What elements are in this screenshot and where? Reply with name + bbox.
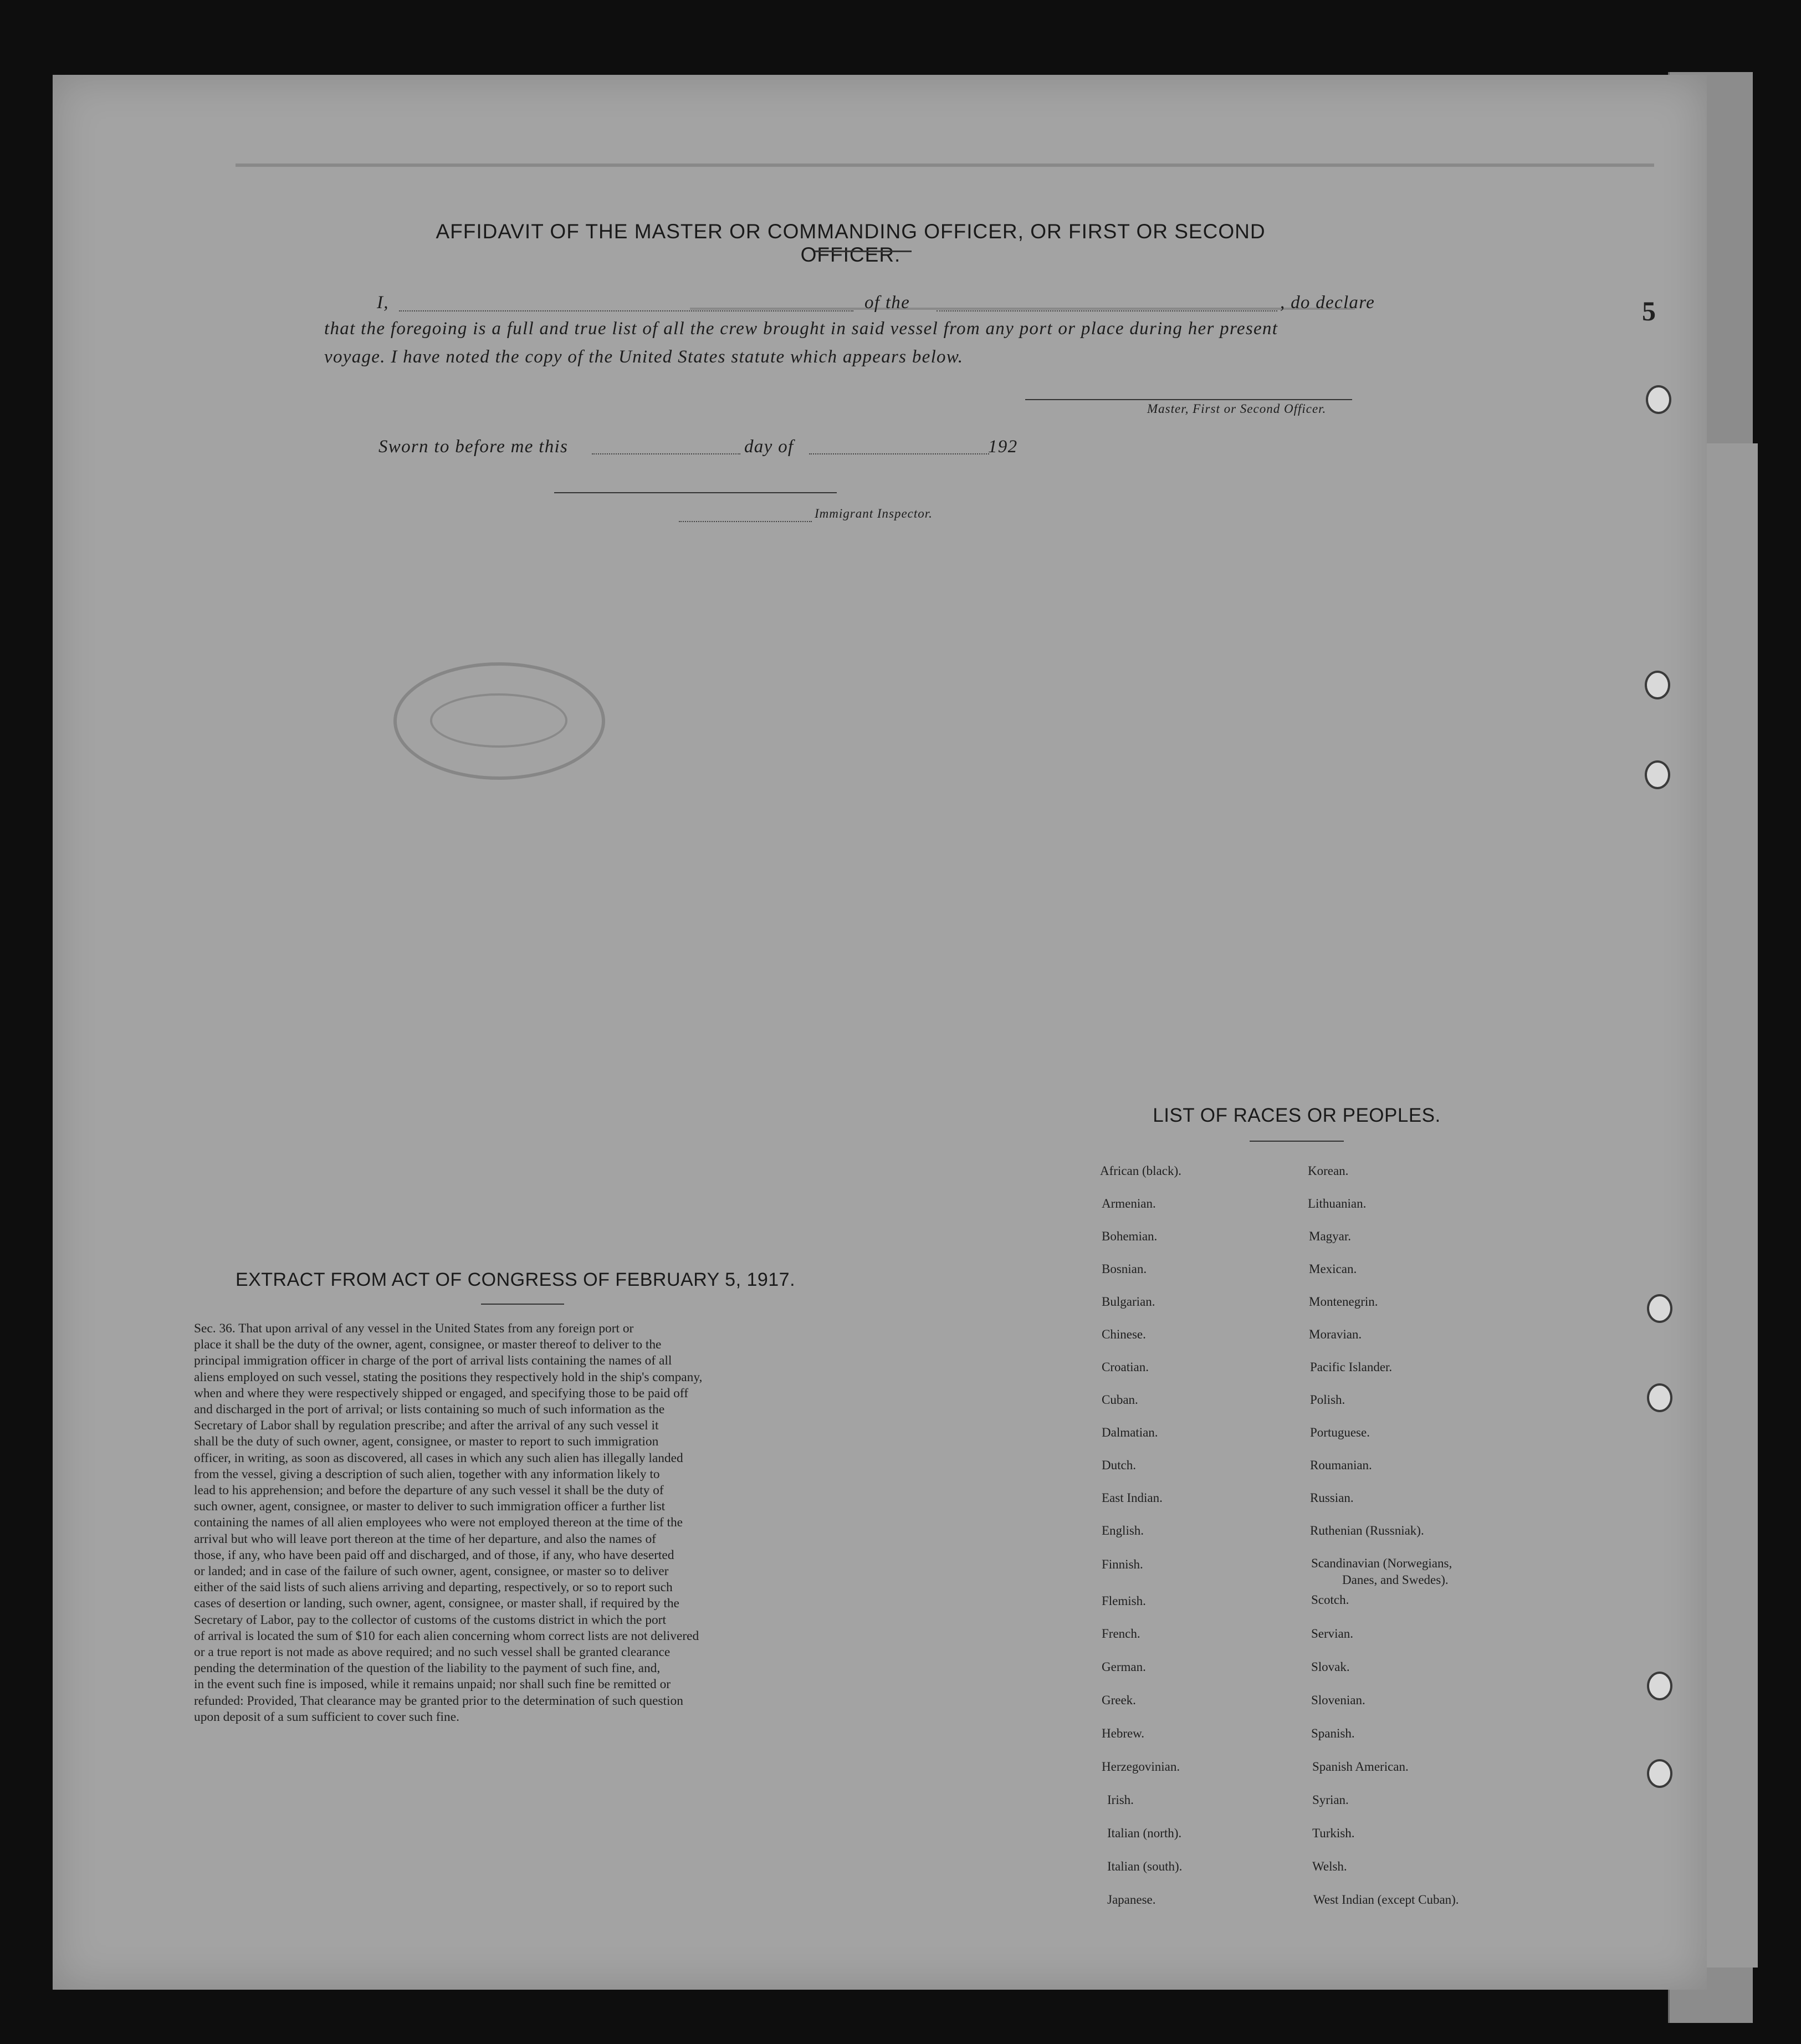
affidavit-title-rule	[815, 251, 912, 252]
race-item: Italian (south).	[1107, 1859, 1183, 1873]
extract-line: and discharged in the port of arrival; or lists containing so much of such information as the	[194, 1402, 665, 1417]
day-of-label: day of	[744, 437, 794, 457]
race-item: Magyar.	[1309, 1229, 1352, 1243]
extract-line: when and where they were respectively shipped or engaged, and specifying those to be paid off	[194, 1386, 689, 1401]
race-item: East Indian.	[1102, 1491, 1163, 1505]
race-item: Bulgarian.	[1102, 1295, 1155, 1309]
punch-hole	[1647, 1759, 1672, 1788]
name-blank	[399, 310, 853, 311]
extract-line: pending the determination of the question of the liability to the payment of such fine, and,	[194, 1661, 661, 1676]
page-number: 5	[1642, 295, 1656, 326]
race-item: Italian (north).	[1107, 1826, 1182, 1840]
race-item: Scandinavian (Norwegians,	[1311, 1556, 1452, 1570]
race-item: Cuban.	[1102, 1393, 1138, 1407]
race-item: Roumanian.	[1310, 1458, 1372, 1472]
affidavit-do-declare: , do declare	[1280, 293, 1375, 313]
race-item: Dutch.	[1102, 1458, 1136, 1472]
race-item: Bosnian.	[1102, 1262, 1147, 1276]
race-item: Hebrew.	[1102, 1726, 1145, 1740]
extract-line: refunded: Provided, That clearance may be granted prior to the determination of such question	[194, 1693, 683, 1708]
race-item: Scotch.	[1311, 1593, 1349, 1607]
affidavit-statement-line-2: that the foregoing is a full and true list of all the crew brought in said vessel from any port or place during her present	[324, 319, 1278, 339]
extract-line: Secretary of Labor, pay to the collector of customs of the customs district in which the port	[194, 1612, 666, 1627]
punch-hole	[1647, 1672, 1672, 1700]
race-item: Welsh.	[1312, 1859, 1347, 1873]
extract-line: or landed; and in case of the failure of such owner, agent, consignee, or master so to deliver	[194, 1564, 669, 1579]
race-item: Japanese.	[1107, 1893, 1156, 1907]
affidavit-title: AFFIDAVIT OF THE MASTER OR COMMANDING OFFICER, OR FIRST OR SECOND OFFICER.	[436, 220, 1266, 266]
race-item: Slovenian.	[1311, 1693, 1365, 1707]
race-item: West Indian (except Cuban).	[1313, 1893, 1459, 1907]
race-item: Spanish.	[1311, 1726, 1355, 1740]
race-item: Armenian.	[1102, 1197, 1156, 1210]
races-title-rule	[1250, 1141, 1344, 1142]
race-item: Polish.	[1310, 1393, 1345, 1407]
race-item: English.	[1102, 1524, 1144, 1537]
race-item: Herzegovinian.	[1102, 1760, 1180, 1774]
signature-label: Master, First or Second Officer.	[1147, 402, 1327, 416]
extract-title: EXTRACT FROM ACT OF CONGRESS OF FEBRUARY 5, 1917.	[235, 1269, 796, 1290]
race-item: Korean.	[1308, 1164, 1349, 1178]
sworn-day-blank	[592, 453, 740, 454]
punch-hole	[1647, 1383, 1672, 1412]
extract-line: containing the names of all alien employees who were not employed thereon at the time of the	[194, 1515, 683, 1530]
faded-stamp	[393, 662, 605, 780]
extract-line: cases of desertion or landing, such owner, agent, consignee, or master shall, if required by the	[194, 1596, 679, 1611]
sworn-label: Sworn to before me this	[378, 437, 569, 457]
extract-line: place it shall be the duty of the owner, agent, consignee, or master thereof to deliver to the	[194, 1337, 662, 1352]
extract-line: arrival but who will leave port thereon at the time of her departure, and also the names of	[194, 1531, 656, 1546]
year-prefix: 192	[988, 437, 1018, 457]
inspector-signature-line	[554, 492, 837, 493]
vessel-blank	[937, 310, 1277, 311]
inspector-dotted	[679, 521, 812, 522]
race-item: Irish.	[1107, 1793, 1134, 1807]
race-item: Finnish.	[1102, 1557, 1143, 1571]
race-item: Dalmatian.	[1102, 1425, 1158, 1439]
race-item: Bohemian.	[1102, 1229, 1158, 1243]
race-item: Slovak.	[1311, 1660, 1350, 1674]
affidavit-statement-line-3: voyage. I have noted the copy of the United States statute which appears below.	[324, 347, 964, 367]
race-item: Danes, and Swedes).	[1342, 1573, 1449, 1587]
extract-body	[194, 1321, 837, 1725]
race-item: Russian.	[1310, 1491, 1354, 1505]
sworn-month-blank	[809, 453, 989, 454]
signature-line	[1025, 399, 1352, 400]
race-item: Croatian.	[1102, 1360, 1149, 1374]
race-item: Chinese.	[1102, 1327, 1146, 1341]
extract-line: Sec. 36. That upon arrival of any vessel in the United States from any foreign port or	[194, 1321, 634, 1336]
race-item: African (black).	[1100, 1164, 1181, 1178]
race-item: Pacific Islander.	[1310, 1360, 1393, 1374]
race-item: Lithuanian.	[1308, 1197, 1367, 1210]
extract-line: in the event such fine is imposed, while it remains unpaid; nor shall such fine be remitted or	[194, 1677, 671, 1692]
affidavit-of-the: of the	[864, 293, 910, 313]
race-item: Ruthenian (Russniak).	[1310, 1524, 1424, 1537]
extract-line: from the vessel, giving a description of such alien, together with any information likely to	[194, 1466, 660, 1481]
races-title: LIST OF RACES OR PEOPLES.	[1153, 1105, 1441, 1126]
extract-line: principal immigration officer in charge of the port of arrival lists containing the names of all	[194, 1353, 672, 1368]
bleed-through-heading	[236, 163, 1654, 173]
extract-line: those, if any, who have been paid off and discharged, and of those, if any, who have deserted	[194, 1547, 674, 1562]
race-item: Portuguese.	[1310, 1425, 1370, 1439]
extract-line: upon deposit of a sum sufficient to cover such fine.	[194, 1709, 459, 1724]
affidavit-i: I,	[377, 293, 389, 313]
punch-hole	[1645, 671, 1670, 699]
punch-hole	[1646, 385, 1671, 414]
inspector-label: Immigrant Inspector.	[815, 507, 933, 520]
race-item: French.	[1102, 1627, 1140, 1641]
race-item: Spanish American.	[1312, 1760, 1409, 1774]
race-item: Syrian.	[1312, 1793, 1349, 1807]
extract-line: Secretary of Labor shall by regulation prescribe; and after the arrival of any such vessel it	[194, 1418, 659, 1433]
extract-line: of arrival is located the sum of $10 for each alien concerning whom correct lists are not delivered	[194, 1628, 699, 1643]
race-item: Greek.	[1102, 1693, 1136, 1707]
race-item: Moravian.	[1309, 1327, 1362, 1341]
extract-title-rule	[481, 1304, 564, 1305]
extract-line: officer, in writing, as soon as discovered, all cases in which any such alien has illegally landed	[194, 1450, 683, 1465]
race-item: German.	[1102, 1660, 1146, 1674]
extract-line: such owner, agent, consignee, or master to deliver to such immigration officer a further list	[194, 1499, 666, 1514]
punch-hole	[1645, 760, 1670, 789]
race-item: Flemish.	[1102, 1594, 1146, 1608]
punch-hole	[1647, 1294, 1672, 1323]
extract-line: lead to his apprehension; and before the departure of any such vessel it shall be the duty of	[194, 1483, 664, 1498]
race-item: Turkish.	[1312, 1826, 1355, 1840]
extract-line: shall be the duty of such owner, agent, consignee, or master to report to such immigration	[194, 1434, 659, 1449]
race-item: Montenegrin.	[1309, 1295, 1378, 1309]
race-item: Servian.	[1311, 1627, 1354, 1641]
race-item: Mexican.	[1309, 1262, 1357, 1276]
extract-line: aliens employed on such vessel, stating the positions they respectively hold in the ship's company,	[194, 1370, 703, 1384]
extract-line: or a true report is not made as above required; and no such vessel shall be granted clearance	[194, 1645, 671, 1660]
extract-line: either of the said lists of such aliens arriving and departing, respectively, or so to report such	[194, 1580, 673, 1595]
